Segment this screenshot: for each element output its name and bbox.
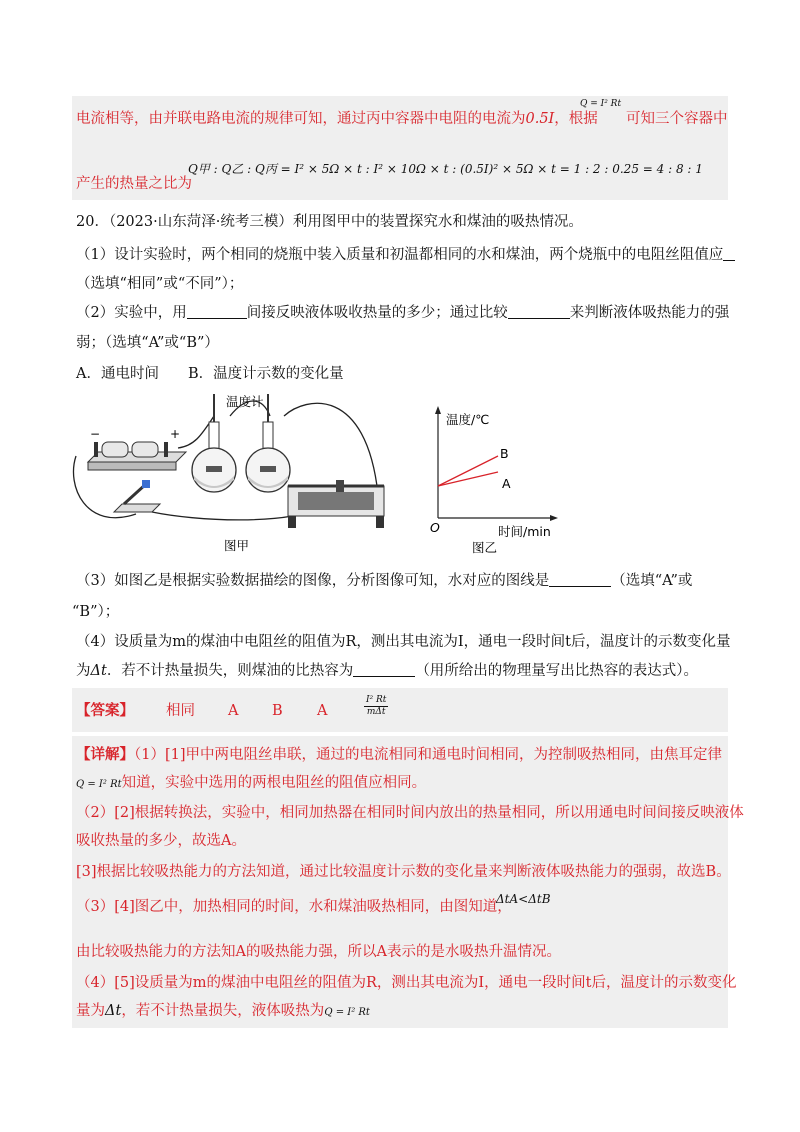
part2-text-c: 来判断液体吸热能力的强 xyxy=(569,305,730,321)
plus-sign: + xyxy=(170,427,181,441)
answer-item-4: A xyxy=(317,703,328,719)
detail-line-1 xyxy=(76,745,722,765)
delta-t-compare: ΔtA<ΔtB xyxy=(496,892,551,906)
answer-blank-2[interactable] xyxy=(187,305,247,319)
top-line1-current: 0.5I xyxy=(525,111,555,127)
detail-1a: （1）[1]甲中两电阻丝串联，通过的电流相同和通电时间相同，为控制吸热相同，由焦耳定律 xyxy=(134,747,723,763)
figure-yi-caption: 图乙 xyxy=(472,540,498,555)
question-options: A．通电时间 B．温度计示数的变化量 xyxy=(76,366,344,382)
line-b xyxy=(438,456,498,486)
question-part1-a xyxy=(76,245,735,265)
answer-blank-5[interactable] xyxy=(353,663,415,677)
heat-formula: Q = I² Rt xyxy=(324,1007,370,1018)
part1-text: （1）设计实验时，两个相同的烧瓶中装入质量和初温都相同的水和煤油，两个烧瓶中的电阻丝阻值应 xyxy=(76,247,724,263)
detail-line-5: [3]根据比较吸热能力的方法知道，通过比较温度计示数的变化量来判断液体吸热能力的强弱，故选B。 xyxy=(76,864,731,880)
answer-blank-1[interactable] xyxy=(723,247,735,261)
figure-jia xyxy=(66,386,396,556)
part2-text-b: 间接反映液体吸收热量的多少；通过比较 xyxy=(246,305,508,321)
minus-sign: − xyxy=(90,427,101,441)
x-axis-label: 时间/min xyxy=(498,524,551,539)
top-line-1 xyxy=(76,109,598,129)
line-b-label: B xyxy=(500,446,509,461)
line-a-label: A xyxy=(502,476,511,491)
detail-1b: 知道，实验中选用的两根电阻丝的阻值应相同。 xyxy=(121,775,427,791)
figure-yi xyxy=(420,400,570,556)
detail-line-2 xyxy=(76,773,426,795)
fraction-denominator: mΔt xyxy=(366,707,386,717)
fraction-numerator: I² Rt xyxy=(366,695,387,705)
detail-line-7: 由比较吸热能力的方法知A的吸热能力强，所以A表示的是水吸热升温情况。 xyxy=(76,944,561,960)
joule-law-formula: Q = I² Rt xyxy=(76,779,122,790)
question-part4-b xyxy=(76,661,698,681)
detail-6b-pre: 量为 xyxy=(76,1003,105,1019)
part2-text-a: （2）实验中，用 xyxy=(76,305,187,321)
part4-text-c: （用所给出的物理量写出比热容的表达式）。 xyxy=(415,663,699,679)
question-part4-a: （4）设质量为m的煤油中电阻丝的阻值为R，测出其电流为I，通电一段时间t后，温度计的示数变化量 xyxy=(76,634,731,650)
top-line1-mid: ，根据 xyxy=(554,111,598,127)
detail-line-6: （3）[4]图乙中，加热相同的时间，水和煤油吸热相同，由图知道， xyxy=(76,899,512,915)
part4-wei: 为 xyxy=(76,663,91,679)
origin-label: O xyxy=(430,520,440,535)
question-part1-b: （选填“相同”或“不同”）； xyxy=(76,276,244,292)
question-part2-a xyxy=(76,303,729,323)
question-part2-d: 弱；（选填“A”或“B”） xyxy=(76,335,219,351)
answer-blank-3[interactable] xyxy=(508,305,570,319)
part4-text-b: ．若不计热量损失，则煤油的比热容为 xyxy=(106,663,354,679)
answer-fraction xyxy=(364,690,388,718)
top-line2-label: 产生的热量之比为 xyxy=(76,176,192,192)
switch-icon xyxy=(114,480,160,512)
detail-line-8: （4）[5]设质量为m的煤油中电阻丝的阻值为R，测出其电流为I，通电一段时间t后，温度计的示数变化 xyxy=(76,975,737,991)
rheostat-icon xyxy=(288,480,384,528)
figure-jia-caption: 图甲 xyxy=(224,538,250,553)
thermometer-label: 温度计 xyxy=(226,394,264,409)
battery-icon xyxy=(88,442,186,470)
answer-item-3: B xyxy=(272,703,283,719)
question-part3-c: “B”）； xyxy=(72,604,120,620)
answer-label: 【答案】 xyxy=(76,702,134,719)
answer-item-1: 相同 xyxy=(166,703,195,719)
detail-label: 【详解】 xyxy=(76,746,134,763)
detail-line-4: 吸收热量的多少，故选A。 xyxy=(76,833,246,849)
formula-q-small: Q = I² Rt xyxy=(580,99,622,109)
detail-delta-t: Δt xyxy=(105,1003,122,1019)
answer-item-2: A xyxy=(228,703,239,719)
question-header: 20．（2023·山东菏泽·统考三模）利用图甲中的装置探究水和煤油的吸热情况。 xyxy=(76,214,583,230)
detail-line-3: （2）[2]根据转换法，实验中，相同加热器在相同时间内放出的热量相同，所以用通电时间间接反映液体 xyxy=(76,805,744,821)
y-axis-label: 温度/℃ xyxy=(446,412,490,427)
top-line1-after: 可知三个容器中 xyxy=(626,111,728,127)
part3-text-a: （3）如图乙是根据实验数据描绘的图像，分析图像可知，水对应的图线是 xyxy=(76,573,550,589)
heat-ratio-formula: Q甲 : Q乙 : Q丙 = I² × 5Ω × t : I² × 10Ω × t : (0.5I)² × 5Ω × t = 1 : 2 : 0.25 = 4 : 8 : 1 xyxy=(188,162,703,176)
part4-delta-t: Δt xyxy=(90,663,107,679)
detail-6b: ，若不计热量损失，液体吸热为 xyxy=(121,1003,325,1019)
question-part3-a xyxy=(76,571,692,591)
detail-line-9 xyxy=(76,1001,370,1023)
line-a xyxy=(438,472,498,486)
top-line1-text: 电流相等，由并联电路电流的规律可知，通过丙中容器中电阻的电流为 xyxy=(76,111,526,127)
answer-blank-4[interactable] xyxy=(549,573,611,587)
part3-text-b: （选填“A”或 xyxy=(611,573,693,589)
